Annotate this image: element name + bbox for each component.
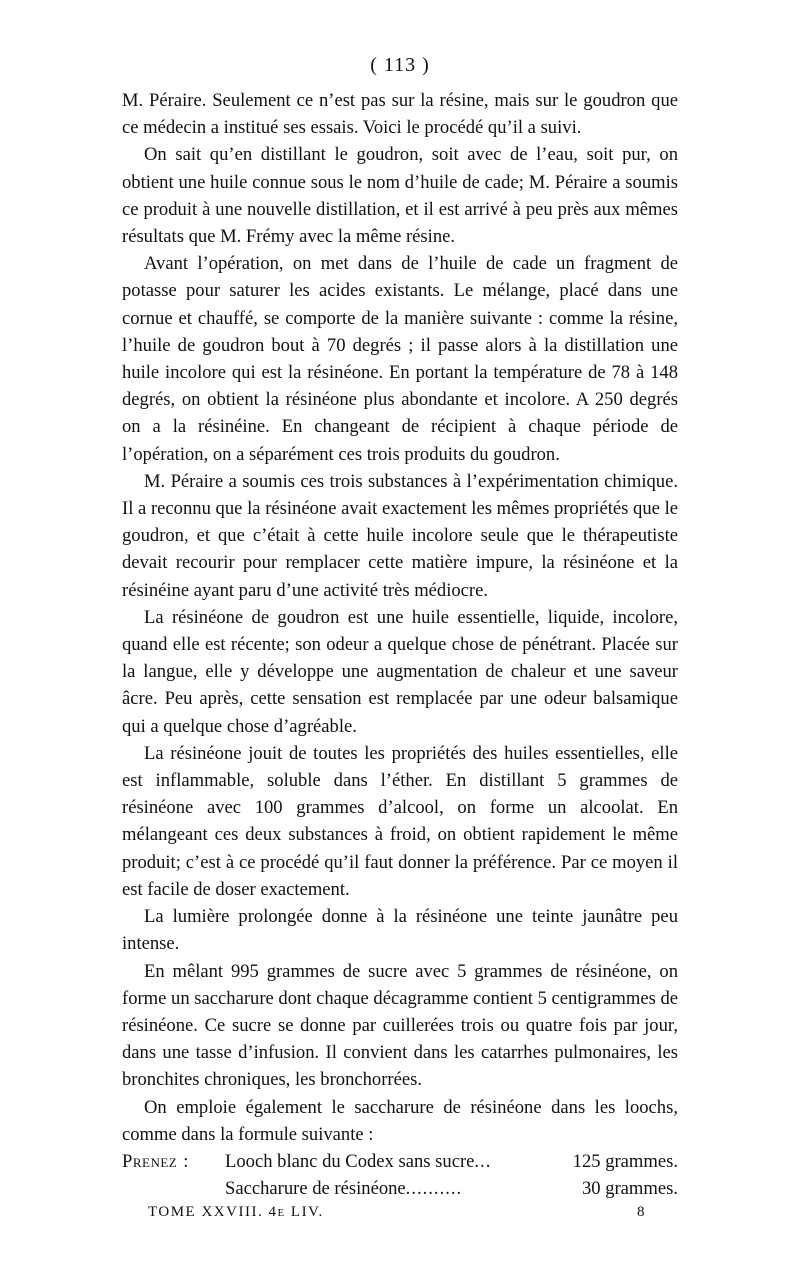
formula-item: Looch blanc du Codex sans sucre... xyxy=(225,1150,492,1172)
paragraph: La résinéone jouit de toutes les propriétés des huiles essentielles, elle est inflammable, soluble dans l’éther. En distillant 5 grammes de résinéone avec 100 grammes d’alcool, on forme un alcoolat. En mélangeant ces deux substances à froid, on obtient rapidement le même produit; c’est à ce procédé qu’il faut donner la préférence. Par ce moyen il est facile de doser exactement. xyxy=(122,742,678,900)
volume-signature: TOME XXVIII. 4e LIV. xyxy=(148,1204,324,1221)
prescription-formula xyxy=(122,1148,678,1202)
paragraph: Avant l’opération, on met dans de l’huile de cade un fragment de potasse pour saturer les acides existants. Le mélange, placé dans une cornue et chauffé, se comporte de la manière suivante : comme la résine, l’huile de goudron bout à 70 degrés ; il passe alors à la distillation une huile incolore qui est la résinéone. En portant la température de 78 à 148 degrés, on obtient la résinéone plus abondante et incolore. A 250 degrés on a la résinéine. En changeant de récipient à chaque période de l’opération, on a séparément ces trois produits du goudron. xyxy=(122,253,678,465)
signature-line xyxy=(122,1204,678,1221)
paragraph: En mêlant 995 grammes de sucre avec 5 grammes de résinéone, on forme un saccharure dont chaque décagramme contient 5 centigrammes de résinéone. Ce sucre se donne par cuillerées trois ou quatre fois par jour, dans une tasse d’infusion. Il convient dans les catarrhes pulmonaires, les bronchites chroniques, les bronchorrées. xyxy=(122,960,679,1091)
formula-label: Prenez : xyxy=(122,1150,189,1172)
body-text xyxy=(122,87,678,1148)
page-number: ( 113 ) xyxy=(370,54,430,76)
paragraph: On emploie également le saccharure de résinéone dans les loochs, comme dans la formule suivante : xyxy=(122,1096,678,1145)
formula-line xyxy=(122,1175,678,1202)
formula-item: Saccharure de résinéone.......... xyxy=(225,1178,463,1200)
formula-line xyxy=(122,1148,678,1175)
paragraph: La lumière prolongée donne à la résinéone une teinte jaunâtre peu intense. xyxy=(122,906,678,955)
formula-quantity: 30 grammes. xyxy=(581,1178,678,1200)
sheet-number: 8 xyxy=(637,1204,646,1221)
paragraph: On sait qu’en distillant le goudron, soit avec de l’eau, soit pur, on obtient une huile connue sous le nom d’huile de cade; M. Péraire a soumis ce produit à une nouvelle distillation, et il est arrivé à peu près aux mêmes résultats que M. Frémy avec la même résine. xyxy=(122,144,678,248)
paragraph-continuation: M. Péraire. Seulement ce n’est pas sur la résine, mais sur le goudron que ce médecin a institué ses essais. Voici le procédé qu’il a suivi. xyxy=(122,90,678,139)
paragraph: M. Péraire a soumis ces trois substances à l’expérimentation chimique. Il a reconnu que la résinéone avait exactement les mêmes propriétés que le goudron, et que c’était à cette huile incolore seule que le thérapeutiste devait recourir pour remplacer cette matière impure, la résinéone et la résinéine ayant paru d’une activité très médiocre. xyxy=(122,470,678,601)
paragraph: La résinéone de goudron est une huile essentielle, liquide, incolore, quand elle est récente; son odeur a quelque chose de pénétrant. Placée sur la langue, elle y développe une augmentation de chaleur et une saveur âcre. Peu après, cette sensation est remplacée par une odeur balsamique qui a quelque chose d’agréable. xyxy=(122,606,678,737)
formula-quantity: 125 grammes. xyxy=(572,1150,678,1172)
